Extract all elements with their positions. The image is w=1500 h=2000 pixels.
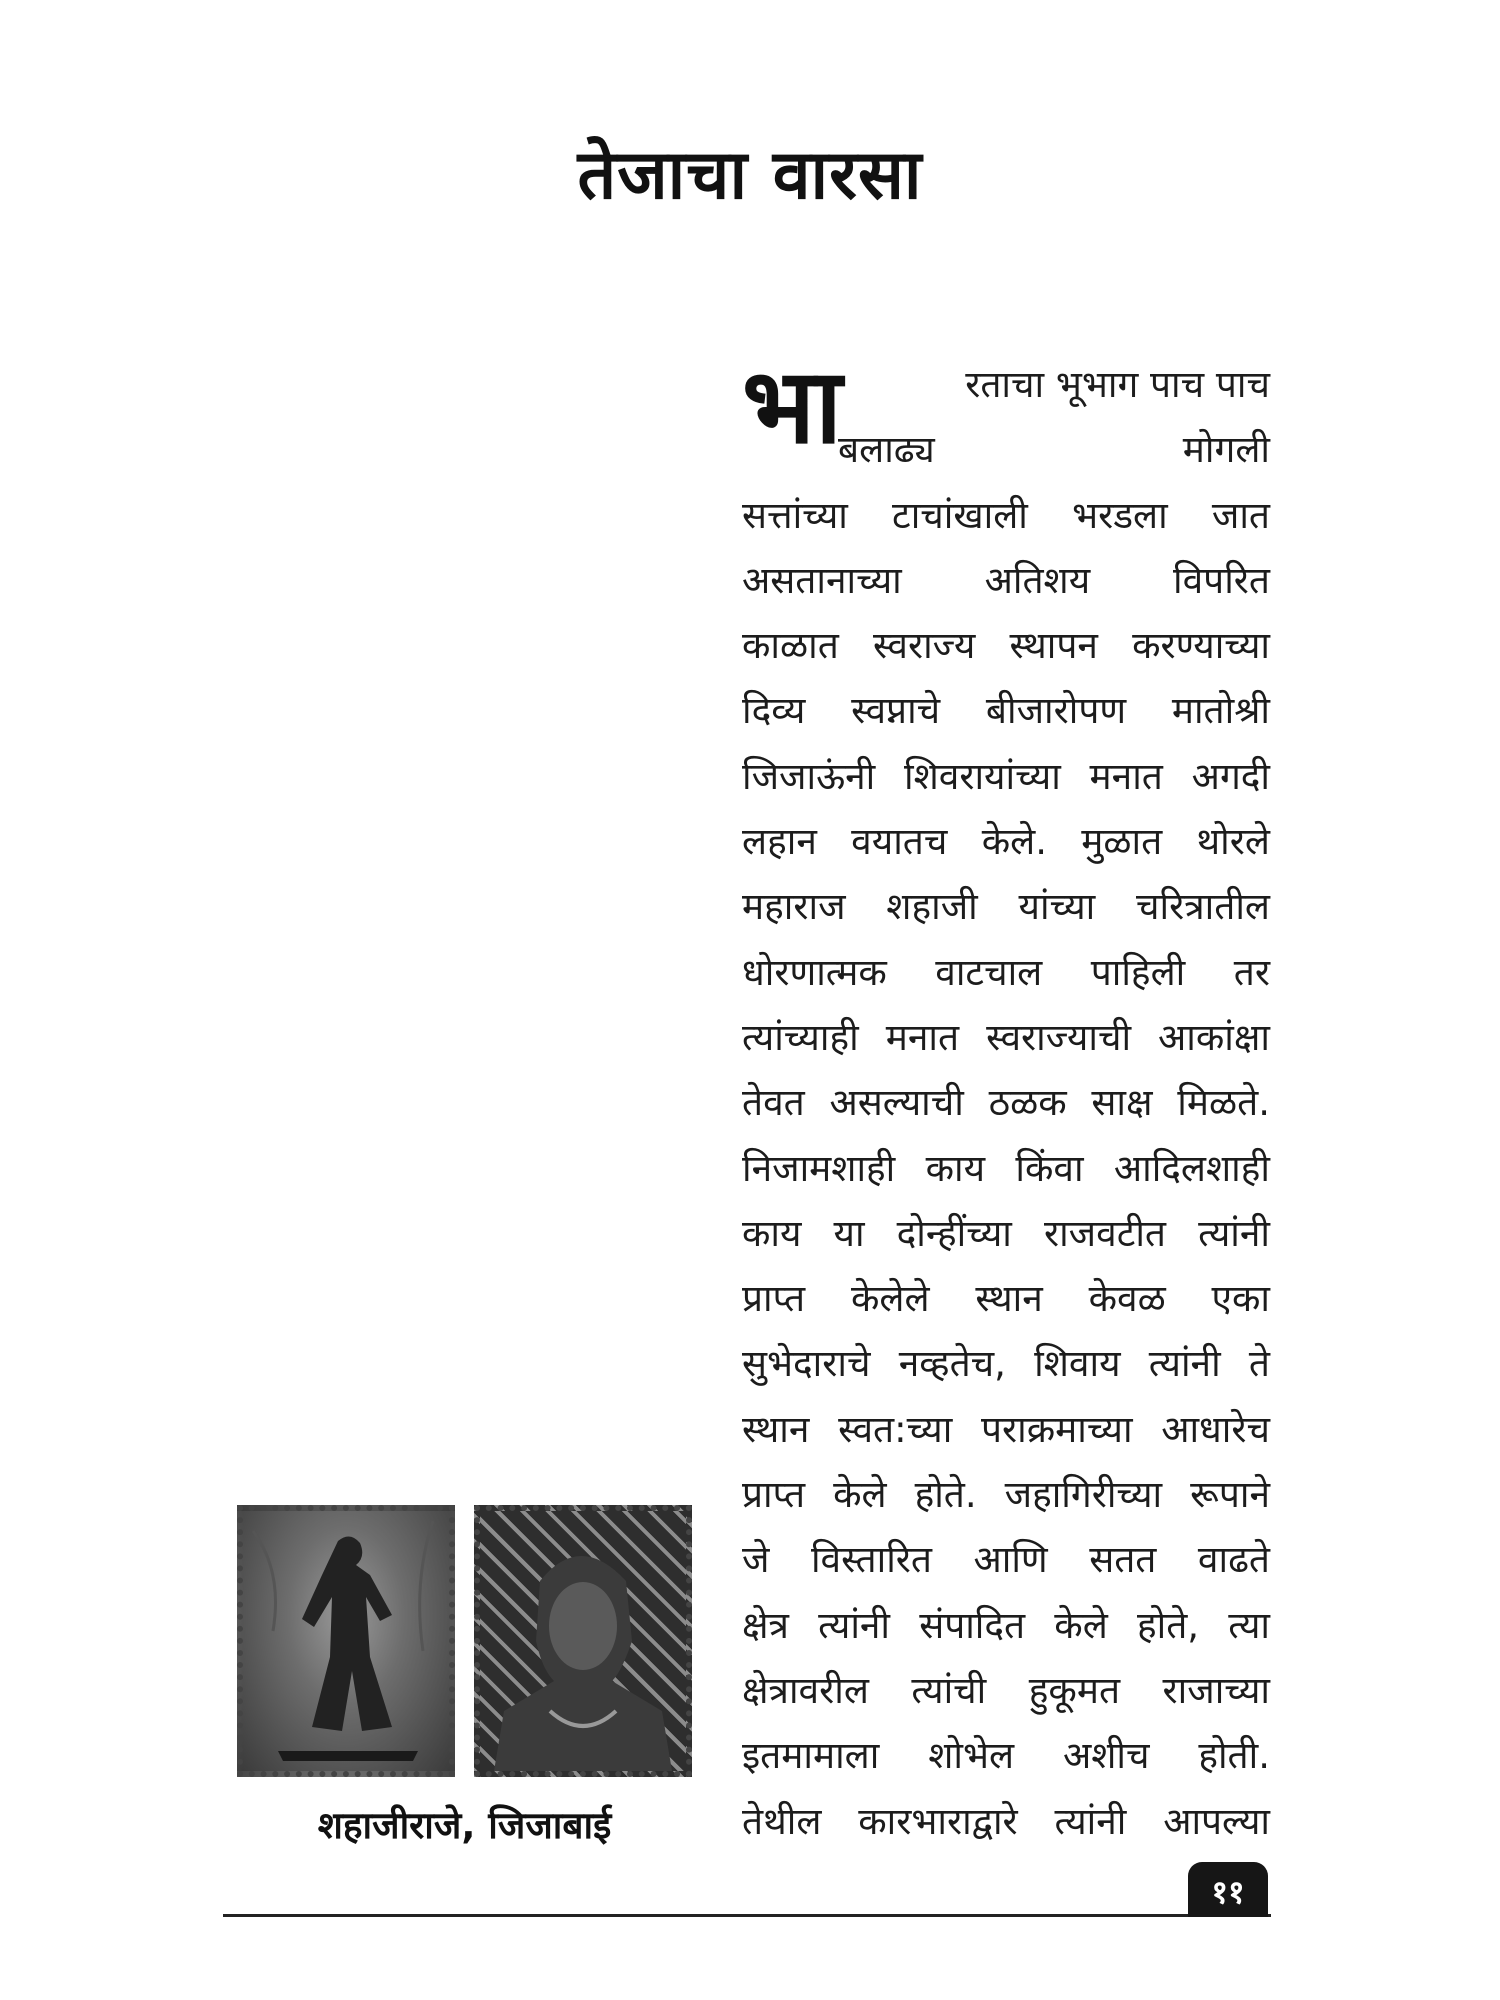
text-line: तेवत असल्याची ठळक साक्ष मिळते.	[742, 1081, 1270, 1125]
shahaji-statue-stamp-icon	[237, 1505, 455, 1777]
text-line: प्राप्त केले होते. जहागिरीच्या रूपाने	[742, 1473, 1270, 1517]
text-line: जिजाऊंनी शिवरायांच्या मनात अगदी	[742, 754, 1270, 798]
text-line: दिव्य स्वप्नाचे बीजारोपण मातोश्री	[742, 689, 1270, 733]
text-line: त्यांच्याही मनात स्वराज्याची आकांक्षा	[742, 1015, 1270, 1059]
text-line: तेथील कारभाराद्वारे त्यांनी आपल्या	[742, 1799, 1270, 1843]
text-line: निजामशाही काय किंवा आदिलशाही	[742, 1146, 1270, 1190]
footer-rule	[223, 1914, 1271, 1917]
page-title: तेजाचा वारसा	[577, 136, 923, 215]
statue-figure-icon	[243, 1511, 449, 1771]
figure-images	[237, 1505, 692, 1777]
figure-caption: शहाजीराजे, जिजाबाई	[317, 1804, 612, 1847]
page-number: ११	[1188, 1862, 1268, 1917]
text-line: सत्तांच्या टाचांखाली भरडला जात	[742, 493, 1270, 537]
first-line-text: रताचा भूभाग पाच पाच	[965, 363, 1270, 406]
text-line: स्थान स्वत:च्या पराक्रमाच्या आधारेच	[742, 1407, 1270, 1451]
text-line: सुभेदाराचे नव्हतेच, शिवाय त्यांनी ते	[742, 1342, 1270, 1386]
jijabai-statue-stamp-icon	[474, 1505, 692, 1777]
drop-cap: भा	[742, 345, 843, 467]
second-line-word: मोगली	[1182, 428, 1270, 472]
text-line: असतानाच्या अतिशय विपरित	[742, 558, 1270, 602]
body-paragraph	[742, 345, 1270, 1854]
bust-figure-icon	[480, 1511, 686, 1771]
text-line: काळात स्वराज्य स्थापन करण्याच्या	[742, 624, 1270, 668]
text-line: क्षेत्र त्यांनी संपादित केले होते, त्या	[742, 1603, 1270, 1647]
text-line: काय या दोन्हींच्या राजवटीत त्यांनी	[742, 1211, 1270, 1255]
text-line: लहान वयातच केले. मुळात थोरले	[742, 820, 1270, 864]
second-line-word: बलाढ्य	[838, 428, 935, 472]
text-line: इतमामाला शोभेल अशीच होती.	[742, 1734, 1270, 1778]
text-line: जे विस्तारित आणि सतत वाढते	[742, 1538, 1270, 1582]
text-line: क्षेत्रावरील त्यांची हुकूमत राजाच्या	[742, 1668, 1270, 1712]
text-line: प्राप्त केलेले स्थान केवळ एका	[742, 1277, 1270, 1321]
text-line: महाराज शहाजी यांच्या चरित्रातील	[742, 885, 1270, 929]
text-line: धोरणात्मक वाटचाल पाहिली तर	[742, 950, 1270, 994]
